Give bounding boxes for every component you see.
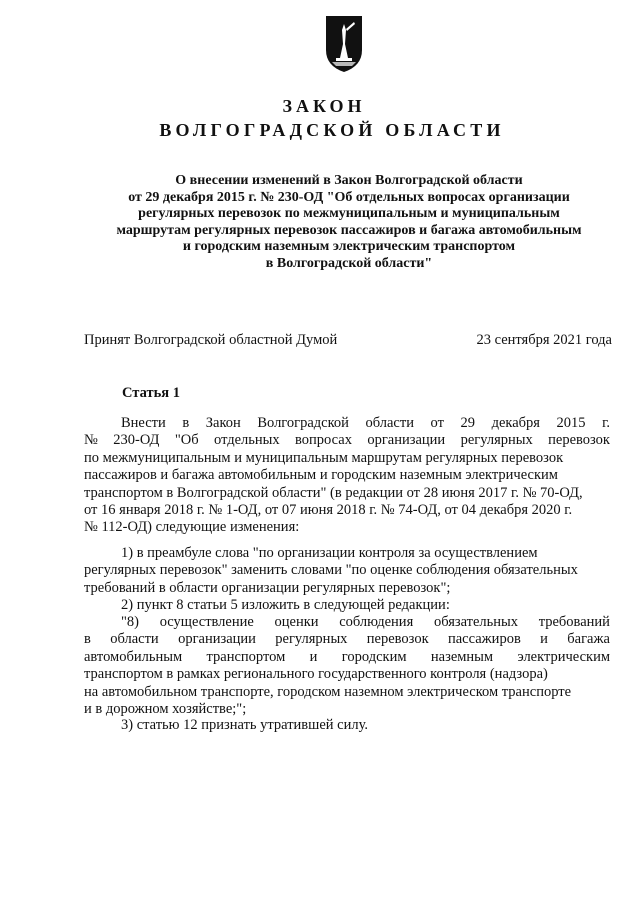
text-line: требований в области организации регулярных перевозок"; — [84, 579, 451, 596]
text-line: 2) пункт 8 статьи 5 изложить в следующей редакции: — [121, 597, 450, 613]
text-line: транспортом в рамках регионального государственного контроля (надзора) — [84, 666, 548, 683]
amendment-item-2-quote — [84, 614, 610, 718]
law-title: ЗАКОН — [282, 96, 366, 116]
text-word: автомобильным — [84, 648, 183, 665]
text-word: требований — [538, 614, 610, 630]
text-word: и — [309, 648, 318, 665]
text-word: "8) — [121, 614, 139, 630]
text-word: транспортом — [206, 648, 286, 665]
text-line: от 16 января 2018 г. № 1-ОД, от 07 июня 2018 г. № 74-ОД, от 04 декабря 2020 г. — [84, 502, 573, 519]
text-word: "Об — [174, 432, 199, 449]
law-subject — [84, 173, 614, 272]
adoption-authority: Принят Волгоградской областной Думой — [84, 332, 338, 348]
text-word: регулярных — [460, 432, 533, 449]
text-word: области — [365, 415, 414, 431]
text-word: перевозок — [366, 631, 429, 648]
text-word: отдельных — [214, 432, 280, 449]
text-word: Волгоградской — [257, 415, 349, 431]
subject-line: маршрутам регулярных перевозок пассажиров и багажа автомобильным — [116, 222, 582, 238]
text-word: 230-ОД — [113, 432, 160, 449]
text-word: г. — [602, 415, 610, 431]
text-word: в — [182, 415, 190, 431]
text-word: 29 — [460, 415, 475, 431]
text-line — [84, 631, 610, 648]
text-word: декабря — [491, 415, 540, 431]
text-word: организации — [367, 432, 446, 449]
subject-line: в Волгоградской области" — [265, 255, 433, 271]
text-line: пассажиров и багажа автомобильным и городским наземным электрическим — [84, 467, 558, 484]
adoption-date: 23 сентября 2021 года — [476, 332, 612, 348]
text-word: осуществление — [159, 614, 254, 630]
text-word: вопросах — [295, 432, 352, 449]
text-word: № — [84, 432, 98, 449]
text-word: области — [110, 631, 159, 648]
article-intro — [84, 415, 610, 537]
text-word: городским — [341, 648, 407, 665]
subject-line: регулярных перевозок по межмуниципальным и муниципальным — [138, 206, 560, 221]
text-line — [84, 649, 610, 666]
amendment-item-2-intro — [84, 597, 610, 614]
amendment-item-3 — [84, 717, 610, 734]
text-line: 3) статью 12 признать утратившей силу. — [121, 717, 368, 733]
text-word: Внести — [121, 415, 166, 431]
text-line: по межмуниципальным и муниципальным маршрутам регулярных перевозок — [84, 449, 564, 466]
volgograd-coat-of-arms-icon — [324, 14, 364, 74]
law-region: ВОЛГОГРАДСКОЙ ОБЛАСТИ — [159, 120, 505, 140]
text-line: транспортом в Волгоградской области" (в редакции от 28 июня 2017 г. № 70-ОД, — [84, 484, 583, 501]
text-word: перевозок — [548, 432, 610, 449]
text-word: багажа — [567, 631, 610, 648]
text-word: 2015 — [556, 415, 586, 431]
text-line: на автомобильном транспорте, городском наземном электрическом транспорте — [84, 683, 572, 700]
text-word: регулярных — [275, 631, 348, 648]
text-word: наземным — [430, 648, 494, 665]
text-line — [84, 432, 610, 449]
text-word: Закон — [205, 415, 241, 431]
text-word: от — [430, 415, 444, 431]
text-word: электрическим — [517, 648, 610, 665]
text-line: № 112-ОД) следующие изменения: — [84, 519, 300, 536]
text-line: и в дорожном хозяйстве;"; — [84, 701, 247, 718]
article-heading: Статья 1 — [122, 385, 180, 401]
text-line — [84, 415, 610, 432]
text-line — [84, 614, 610, 631]
text-word: обязательных — [433, 614, 519, 630]
text-word: организации — [178, 631, 256, 648]
text-line: регулярных перевозок" заменить словами "по оценке соблюдения обязательных — [84, 562, 578, 579]
text-word: оценки — [274, 614, 319, 630]
subject-line: от 29 декабря 2015 г. № 230-ОД "Об отдельных вопросах организации — [128, 189, 570, 205]
text-word: в — [84, 631, 91, 648]
text-word: и — [540, 631, 548, 648]
text-word: соблюдения — [339, 614, 414, 630]
amendment-item-1 — [84, 545, 610, 597]
subject-line: и городским наземным электрическим транспортом — [182, 239, 516, 254]
text-word: пассажиров — [447, 631, 521, 648]
text-line: 1) в преамбуле слова "по организации контроля за осуществлением — [121, 545, 538, 561]
subject-line: О внесении изменений в Закон Волгоградской области — [175, 173, 523, 188]
